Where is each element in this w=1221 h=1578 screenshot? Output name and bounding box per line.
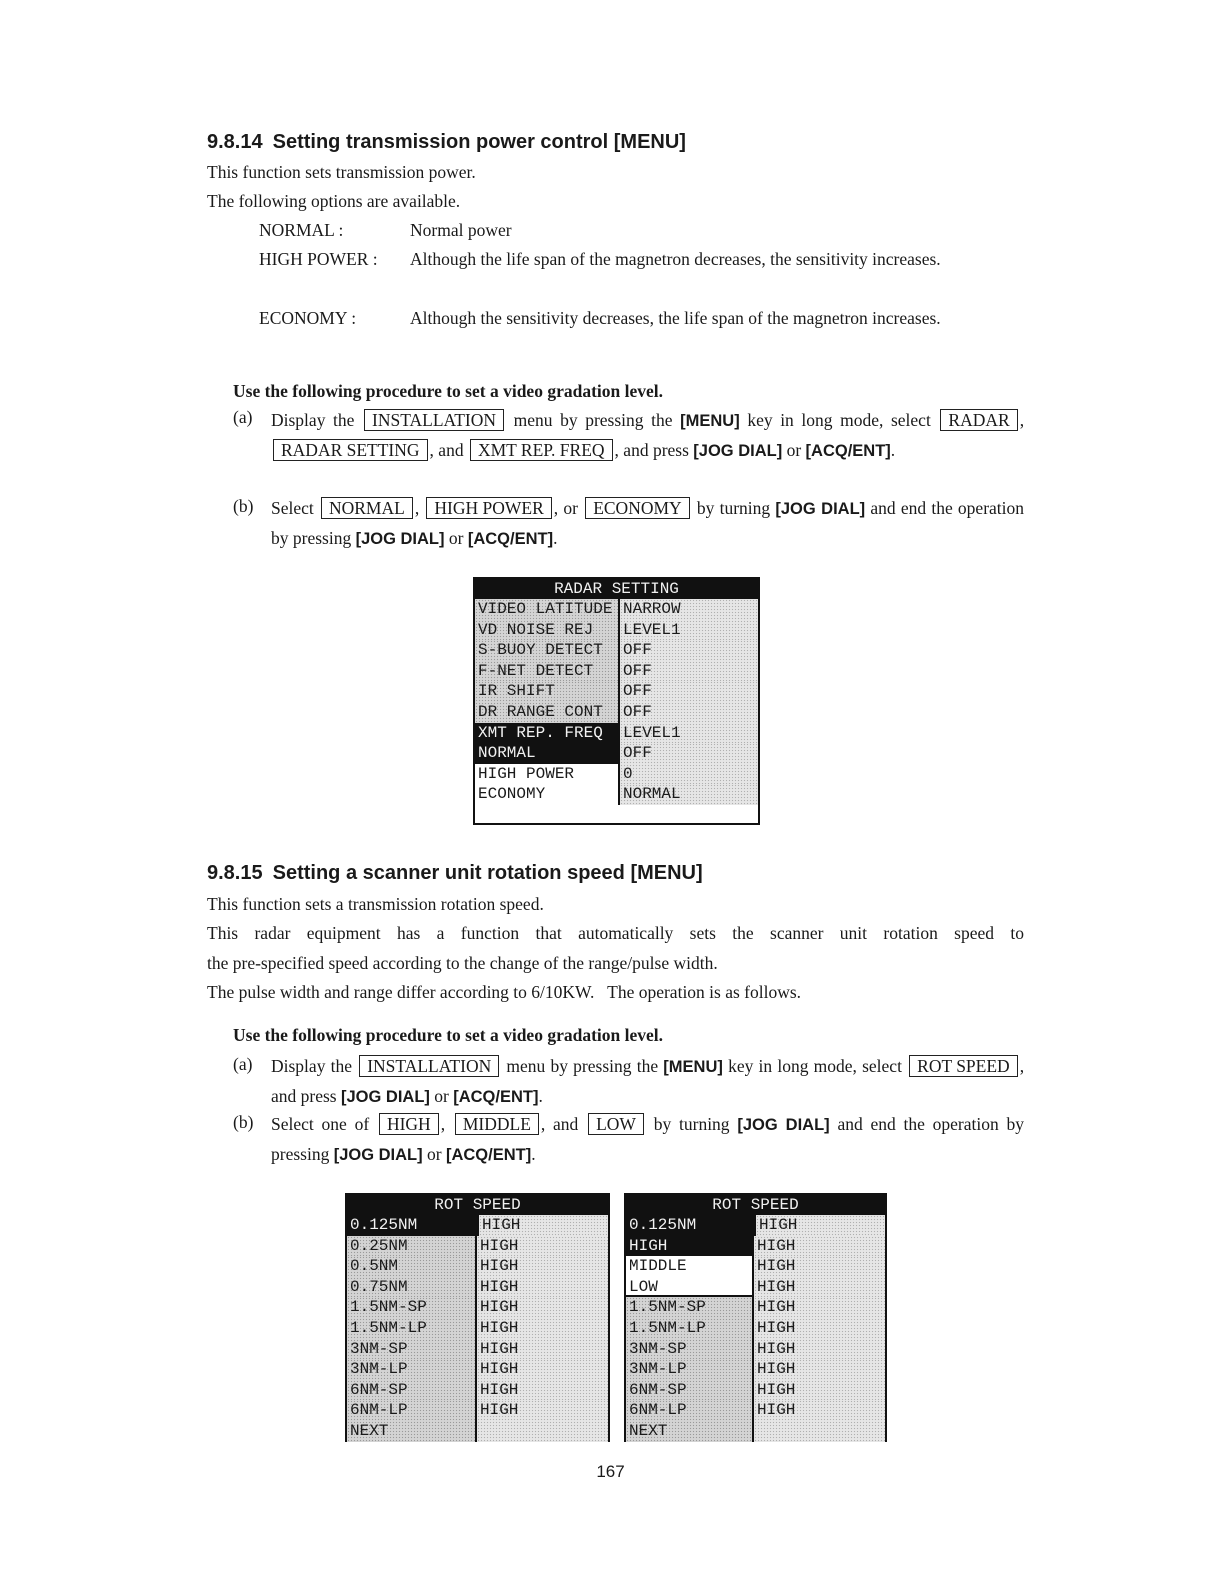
menu-item-value: HIGH	[754, 1297, 885, 1318]
menu-item-label: 0.125NM	[626, 1215, 754, 1236]
menu-row	[347, 1297, 608, 1318]
key-acq-ent: [ACQ/ENT]	[445, 1146, 532, 1164]
section-number: 9.8.15	[207, 862, 263, 884]
body-paragraph: The pulse width and range differ according to 6/10KW. The operation is as follows.	[207, 982, 802, 1002]
section-number: 9.8.14	[207, 131, 263, 153]
option-description: Normal power	[410, 220, 512, 240]
menu-item-label: 3NM-SP	[626, 1339, 754, 1360]
menu-row	[626, 1339, 885, 1360]
menu-item-label: 3NM-SP	[347, 1339, 477, 1360]
menu-row	[626, 1256, 885, 1277]
menu-item-label: 3NM-LP	[347, 1359, 477, 1380]
body-paragraph: the pre-specified speed according to the change of the range/pulse width.	[207, 953, 718, 973]
key-menu: [MENU]	[680, 412, 740, 430]
menu-row	[347, 1256, 608, 1277]
menu-item-value: HIGH	[477, 1400, 608, 1421]
key-jog-dial: [JOG DIAL]	[333, 1146, 423, 1164]
menu-item-label: DR RANGE CONT	[475, 702, 620, 723]
key-rot-speed: ROT SPEED	[909, 1055, 1018, 1077]
key-jog-dial: [JOG DIAL]	[737, 1116, 830, 1134]
menu-row	[626, 1400, 885, 1421]
section-title: Setting a scanner unit rotation speed [MENU]	[272, 862, 703, 884]
menu-item-label: 0.75NM	[347, 1277, 477, 1298]
option-label: NORMAL :	[259, 220, 344, 240]
section-heading-9-8-14	[207, 131, 686, 154]
menu-item-value: HIGH	[754, 1236, 885, 1257]
option-description: Although the sensitivity decreases, the life span of the magnetron increases.	[410, 308, 941, 328]
radar-setting-screen	[473, 577, 760, 825]
menu-item-label: 1.5NM-SP	[347, 1297, 477, 1318]
menu-row	[626, 1277, 885, 1298]
menu-item-value: OFF	[620, 702, 758, 723]
menu-item-value: HIGH	[754, 1215, 885, 1236]
menu-item-value: HIGH	[754, 1400, 885, 1421]
menu-item-label: 1.5NM-LP	[626, 1318, 754, 1339]
menu-row	[347, 1318, 608, 1339]
menu-item-value: HIGH	[477, 1339, 608, 1360]
key-low: LOW	[588, 1113, 644, 1135]
menu-row	[347, 1421, 608, 1442]
menu-item-label: IR SHIFT	[475, 681, 620, 702]
step-marker: (b)	[233, 1112, 254, 1132]
menu-row	[347, 1236, 608, 1257]
submenu-option: MIDDLE	[626, 1256, 754, 1277]
key-xmt-rep-freq: XMT REP. FREQ	[470, 439, 613, 461]
menu-row	[475, 702, 758, 723]
submenu-option: LOW	[626, 1277, 754, 1298]
key-jog-dial: [JOG DIAL]	[340, 1088, 430, 1106]
menu-row	[475, 764, 758, 785]
menu-item-value: HIGH	[754, 1256, 885, 1277]
menu-row	[626, 1236, 885, 1257]
rot-speed-screen-right	[624, 1193, 887, 1442]
menu-item-label: 1.5NM-LP	[347, 1318, 477, 1339]
menu-item-value: OFF	[620, 743, 758, 764]
menu-item-label: 6NM-SP	[626, 1380, 754, 1401]
submenu-option-selected: NORMAL	[475, 743, 620, 764]
section-heading-9-8-15	[207, 862, 703, 885]
menu-item-value: HIGH	[477, 1359, 608, 1380]
submenu-option: ECONOMY	[475, 784, 620, 805]
menu-row	[475, 681, 758, 702]
menu-row	[475, 620, 758, 641]
menu-item-value: OFF	[620, 661, 758, 682]
menu-item-label: 6NM-LP	[347, 1400, 477, 1421]
menu-item-value: 0	[620, 764, 758, 785]
option-description: Although the life span of the magnetron decreases, the sensitivity increases.	[410, 249, 941, 269]
key-normal: NORMAL	[321, 497, 413, 519]
menu-item-value: HIGH	[754, 1277, 885, 1298]
intro-paragraph: The following options are available.	[207, 191, 461, 211]
menu-item-label: XMT REP. FREQ	[475, 723, 620, 744]
menu-item-label: 6NM-SP	[347, 1380, 477, 1401]
step-b-text: Select NORMAL , HIGH POWER , or ECONOMY by turning [JOG DIAL] and end the operation by pressing [JOG DIAL] or [ACQ/ENT].	[271, 498, 1025, 548]
step-marker: (b)	[233, 496, 254, 516]
menu-row	[475, 661, 758, 682]
menu-row	[347, 1359, 608, 1380]
key-radar-setting: RADAR SETTING	[273, 439, 428, 461]
menu-item-value: HIGH	[754, 1359, 885, 1380]
submenu-option-selected: HIGH	[626, 1236, 754, 1257]
menu-item-label: 1.5NM-SP	[626, 1297, 754, 1318]
step-a-text: Display the INSTALLATION menu by pressing the [MENU] key in long mode, select ROT SPEED , and press [JOG DIAL] or [ACQ/ENT].	[271, 1056, 1025, 1106]
menu-row-selected	[626, 1215, 885, 1236]
menu-item-value: HIGH	[477, 1236, 608, 1257]
key-middle: MIDDLE	[455, 1113, 539, 1135]
submenu-option: HIGH POWER	[475, 764, 620, 785]
menu-item-value: LEVEL1	[620, 723, 758, 744]
body-paragraph: This function sets a transmission rotation speed.	[207, 894, 544, 914]
screen-title: ROT SPEED	[626, 1195, 885, 1215]
key-jog-dial: [JOG DIAL]	[775, 500, 866, 518]
step-b-text: Select one of HIGH , MIDDLE , and LOW by turning [JOG DIAL] and end the operation by pressing [JOG DIAL] or [ACQ/ENT].	[271, 1114, 1025, 1164]
key-high-power: HIGH POWER	[426, 497, 551, 519]
key-menu: [MENU]	[663, 1058, 723, 1076]
menu-item-value: HIGH	[754, 1339, 885, 1360]
menu-item-value: NARROW	[620, 599, 758, 620]
menu-item-label: 3NM-LP	[626, 1359, 754, 1380]
procedure-heading: Use the following procedure to set a video gradation level.	[233, 381, 664, 401]
menu-row	[347, 1277, 608, 1298]
menu-row	[626, 1297, 885, 1318]
menu-item-label: NEXT	[347, 1421, 477, 1442]
menu-row	[475, 784, 758, 805]
rot-speed-screen-left	[345, 1193, 610, 1442]
key-economy: ECONOMY	[585, 497, 689, 519]
menu-item-value: HIGH	[477, 1215, 608, 1236]
menu-row	[347, 1400, 608, 1421]
page-number: 167	[596, 1462, 625, 1481]
menu-row	[626, 1318, 885, 1339]
menu-item-label: 0.5NM	[347, 1256, 477, 1277]
key-installation: INSTALLATION	[359, 1055, 499, 1077]
menu-item-value: HIGH	[477, 1256, 608, 1277]
key-acq-ent: [ACQ/ENT]	[805, 442, 891, 460]
menu-item-value	[477, 1421, 608, 1442]
key-high: HIGH	[379, 1113, 439, 1135]
menu-item-label: 6NM-LP	[626, 1400, 754, 1421]
menu-row	[626, 1380, 885, 1401]
menu-item-value: NORMAL	[620, 784, 758, 805]
menu-row	[475, 640, 758, 661]
menu-item-label: 0.125NM	[347, 1215, 477, 1236]
menu-item-value: HIGH	[477, 1380, 608, 1401]
menu-item-value: HIGH	[754, 1318, 885, 1339]
step-a-text: Display the INSTALLATION menu by pressing the [MENU] key in long mode, select RADAR , RADAR SETTING , and XMT REP. FREQ , and press [JOG DIAL] or [ACQ/ENT].	[271, 410, 1025, 460]
menu-item-value: LEVEL1	[620, 620, 758, 641]
menu-item-value: OFF	[620, 681, 758, 702]
key-radar: RADAR	[940, 409, 1017, 431]
screen-title: ROT SPEED	[347, 1195, 608, 1215]
section-title: Setting transmission power control [MENU]	[272, 131, 686, 153]
menu-item-value: HIGH	[754, 1380, 885, 1401]
menu-item-value: HIGH	[477, 1297, 608, 1318]
menu-row	[475, 599, 758, 620]
menu-row-selected	[347, 1215, 608, 1236]
menu-row	[626, 1359, 885, 1380]
key-acq-ent: [ACQ/ENT]	[467, 530, 554, 548]
menu-row-selected	[475, 723, 758, 744]
intro-paragraph: This function sets transmission power.	[207, 162, 476, 182]
menu-item-label: S-BUOY DETECT	[475, 640, 620, 661]
key-acq-ent: [ACQ/ENT]	[453, 1088, 539, 1106]
menu-item-label: F-NET DETECT	[475, 661, 620, 682]
menu-row	[475, 743, 758, 764]
key-jog-dial: [JOG DIAL]	[693, 442, 783, 460]
menu-row	[347, 1339, 608, 1360]
menu-item-label: VIDEO LATITUDE	[475, 599, 620, 620]
menu-row	[347, 1380, 608, 1401]
body-paragraph: This radar equipment has a function that automatically sets the scanner unit rotation speed to	[207, 923, 1024, 943]
menu-item-value: HIGH	[477, 1318, 608, 1339]
procedure-heading: Use the following procedure to set a video gradation level.	[233, 1025, 664, 1045]
key-installation: INSTALLATION	[364, 409, 504, 431]
menu-item-label: NEXT	[626, 1421, 754, 1442]
menu-item-value: OFF	[620, 640, 758, 661]
step-marker: (a)	[233, 407, 253, 427]
screen-title: RADAR SETTING	[475, 579, 758, 599]
menu-item-label: VD NOISE REJ	[475, 620, 620, 641]
menu-item-label: 0.25NM	[347, 1236, 477, 1257]
menu-row	[626, 1421, 885, 1442]
option-label: HIGH POWER :	[259, 249, 378, 269]
menu-item-value	[754, 1421, 885, 1442]
step-marker: (a)	[233, 1054, 253, 1074]
key-jog-dial: [JOG DIAL]	[355, 530, 445, 548]
menu-item-value: HIGH	[477, 1277, 608, 1298]
option-label: ECONOMY :	[259, 308, 357, 328]
